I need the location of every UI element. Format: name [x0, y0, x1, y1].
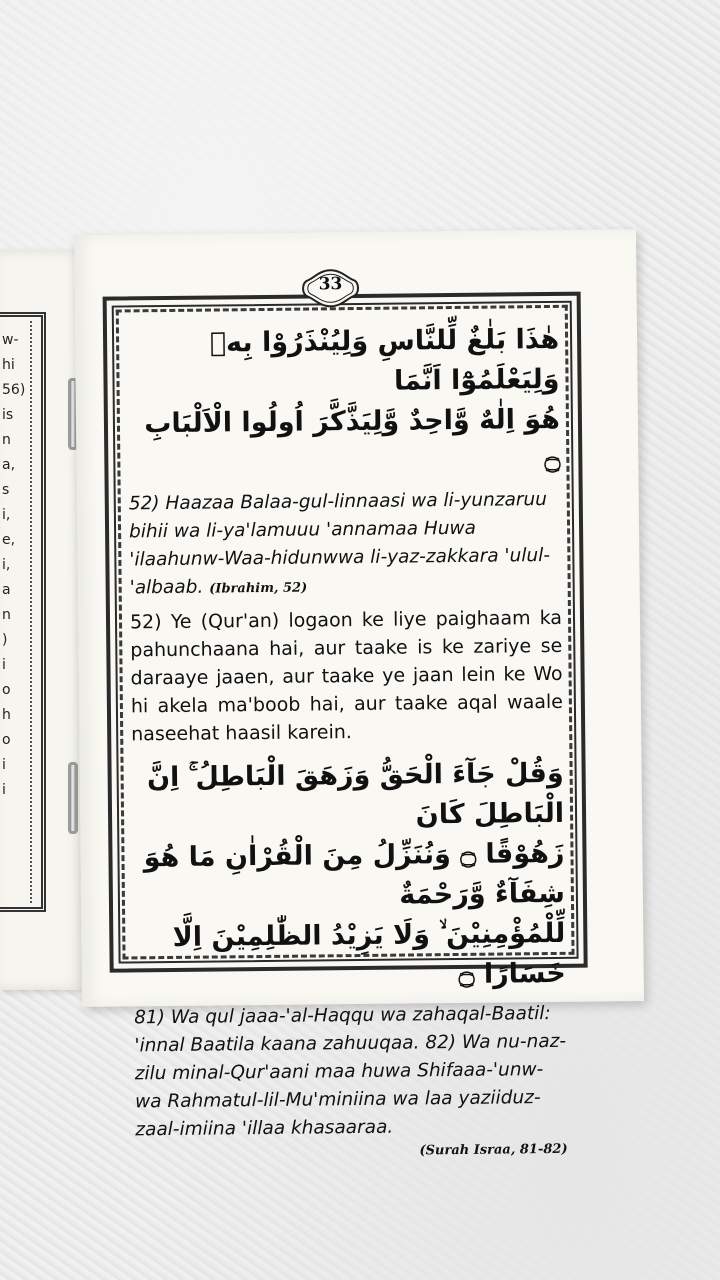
left-page-fragment: s — [2, 482, 10, 498]
page-number-badge — [299, 268, 361, 309]
left-page-fragment: n — [2, 607, 11, 623]
left-page-fragment: i, — [2, 507, 11, 523]
page-number: 33 — [318, 274, 343, 295]
verse1-arabic-line2: هُوَ اِلٰهٌ وَّاحِدٌ وَّلِيَذَّكَّرَ اُولُوا الْاَلْبَابِ ۝ — [144, 403, 561, 476]
page-content — [127, 320, 568, 1168]
verse2-transliteration — [134, 1000, 568, 1169]
verse1-transliteration-text: 52) Haazaa Balaa-gul-linnaasi wa li-yunzaruu bihii wa li-ya'lamuuu 'annamaa Huwa 'ilaahunw-Waa-hidunwwa li-yaz-zakkara 'ulul- 'albaab. — [128, 489, 551, 599]
staple-bottom — [68, 762, 78, 834]
left-page-fragment: a — [2, 582, 11, 598]
right-page — [74, 229, 644, 1159]
left-page-fragment: w- — [2, 332, 19, 348]
verse1-reference: (Ibrahim, 52) — [209, 580, 308, 597]
left-page-fragment: 56) — [2, 382, 26, 398]
left-page-fragment: i — [2, 757, 6, 773]
left-page-fragment: is — [2, 407, 14, 423]
left-page — [0, 250, 86, 990]
left-page-fragment: i, — [2, 557, 11, 573]
verse2-arabic-line1: وَقُلْ جَآءَ الْحَقُّ وَزَهَقَ الْبَاطِلُ ۚ اِنَّ الْبَاطِلَ كَانَ — [146, 757, 565, 831]
verse1-transliteration — [129, 486, 562, 605]
left-page-fragment: e, — [2, 532, 16, 548]
verse2-arabic-line3: لِّلْمُؤْمِنِيْنَ ۙ وَلَا يَزِيْدُ الظّٰلِمِيْنَ اِلَّا خَسَارًا ۝ — [172, 917, 566, 990]
left-page-fragment: hi — [2, 357, 15, 373]
verse1-translation: 52) Ye (Qur'an) logaon ke liye paighaam ka pahunchaana hai, aur taake is ke zariye se daraaye jaaen, aur taake ye jaan lein ke Wo hi akela ma'boob hai, aur taake aqal waale naseehat haasil karein. — [129, 606, 564, 746]
left-page-fragment: ) — [2, 632, 8, 648]
left-page-fragment: i — [2, 657, 6, 673]
left-page-fragment: i — [2, 782, 6, 798]
left-page-fragment: o — [2, 732, 11, 748]
verse2-reference: (Surah Israa, 81-82) — [419, 1141, 568, 1159]
left-page-fragment: a, — [2, 457, 16, 473]
left-page-text-fragments — [2, 328, 32, 803]
left-page-fragment: n — [2, 432, 11, 448]
left-page-fragment: h — [2, 707, 11, 723]
verse2-transliteration-text: 81) Wa qul jaaa-'al-Haqqu wa zahaqal-Baatil: 'innal Baatila kaana zahuuqaa. 82) Wa nu-naz-zilu minal-Qur'aani maa huwa Shifaaa-'unw-wa Rahmatul-lil-Mu'miniina wa laa yaziiduz-zaal-imiina 'illaa khasaaraa. — [134, 1003, 567, 1141]
verse2-arabic-line2: زَهُوْقًا ۝ وَنُنَزِّلُ مِنَ الْقُرْاٰنِ مَا هُوَ شِفَآءٌ وَّرَحْمَةٌ — [143, 837, 566, 911]
verse1-arabic-line1: هٰذَا بَلٰغٌ لِّلنَّاسِ وَلِيُنْذَرُوْا بِهٖ وَلِيَعْلَمُوْٓا اَنَّمَا — [209, 323, 560, 397]
left-page-fragment: o — [2, 682, 11, 698]
